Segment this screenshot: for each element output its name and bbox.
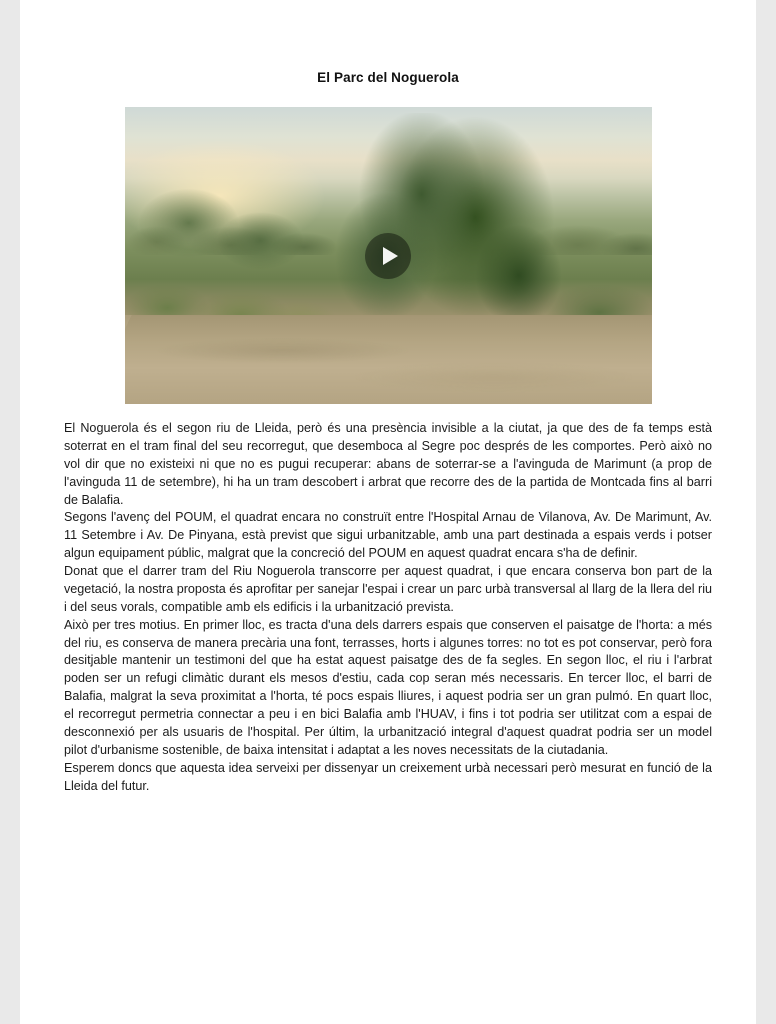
page-title: El Parc del Noguerola <box>317 70 459 85</box>
paragraph-5: Esperem doncs que aquesta idea serveixi per dissenyar un creixement urbà necessari però mesurat en funció de la Lleida del futur. <box>64 760 712 793</box>
paragraph-1: El Noguerola és el segon riu de Lleida, però és una presència invisible a la ciutat, ja que des de fa temps està soterrat en el tram final del seu recorregut, que desemboca al Segre poc després de les comportes. Però això no vol dir que no existeixi ni que no es pugui recuperar: abans de soterrar-se a l'avinguda de Marimunt (a prop de l'avinguda 11 de setembre), hi ha un tram descobert i arbrat que recorre des de la partida de Montcada fins al barri de Balafia. <box>64 421 712 507</box>
paragraph-2: Segons l'avenç del POUM, el quadrat encara no construït entre l'Hospital Arnau de Vilanova, Av. De Marimunt, Av. 11 Setembre i Av. De Pinyana, està previst que sigui urbanitzable, amb una part destinada a espais verds i potser algun equipament públic, malgrat que la concreció del POUM en aquest quadrat encara s'ha de definir. <box>64 510 712 561</box>
play-icon[interactable] <box>365 233 411 279</box>
video-player[interactable] <box>125 107 652 404</box>
document-page <box>20 0 756 1024</box>
article-body <box>64 420 712 795</box>
play-triangle <box>383 247 398 265</box>
paragraph-4: Això per tres motius. En primer lloc, es tracta d'una dels darrers espais que conserven el paisatge de l'horta: a més del riu, es conserva de manera precària una font, terrasses, horts i algunes torres: no tot es pot conservar, però fora desitjable mantenir un testimoni del que ha estat aquest paisatge des de fa segles. En segon lloc, el riu i l'arbrat poden ser un refugi climàtic durant els mesos d'estiu, cada cop seran més necessaris. En tercer lloc, el barri de Balafia, malgrat la seva proximitat a l'horta, té pocs espais lliures, i aquest podria ser un gran pulmó. En quart lloc, el recorregut permetria connectar a peu i en bici Balafia amb l'HUAV, i fins i tot podria ser utilitzat com a espai de desconnexió per als usuaris de l'hospital. Per últim, la urbanització integral d'aquest quadrat podria ser un model pilot d'urbanisme sostenible, de baixa intensitat i adaptat a les noves necessitats de la ciutadania. <box>64 617 712 757</box>
paragraph-3: Donat que el darrer tram del Riu Noguerola transcorre per aquest quadrat, i que encara conserva bon part de la vegetació, la nostra proposta és aprofitar per sanejar l'espai i crear un parc urbà transversal al llarg de la llera del riu i del seus vorals, compatible amb els edificis i la urbanització prevista. <box>64 564 712 614</box>
poster-ground <box>125 315 652 404</box>
